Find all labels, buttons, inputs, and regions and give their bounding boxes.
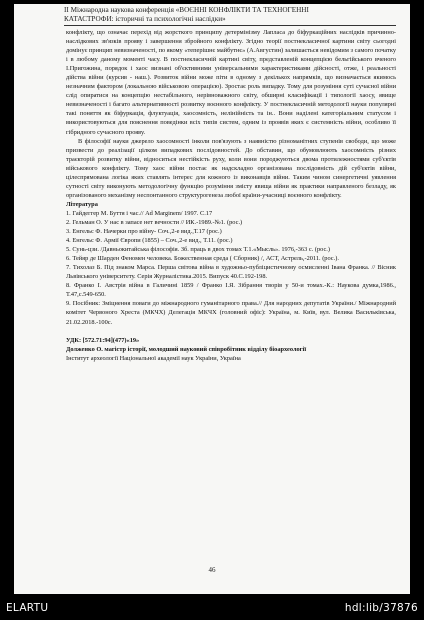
reference-item: 3. Енгельс Ф. Начерки про війну- Соч.,2-е вид.,Т.17 (рос.) [66, 228, 222, 236]
running-header [64, 6, 396, 24]
header-line-1: ІІ Міжнародна наукова конференція «ВОЄННІ КОНФЛІКТИ ТА ТЕХНОГЕННІ [64, 6, 309, 14]
reference-item: 2. Гельман О. У нас в запасе нет вечности // ИК.-1989.-№1. (рос.) [66, 218, 243, 226]
section-spacer [66, 327, 396, 336]
repository-name: ELARTU [6, 602, 49, 614]
reference-item: 9. Посібник: Зміцнення поваги до міжнародного гуманітарного права.// Для народних депутатів України./ Міжнародний комітет Червоного Хреста (МКЧХ) Делегація МКЧХ (головний офіс): Україна, м. Київ, вул. Велика Васильківська, 21.02.2018.-100с. [66, 300, 396, 326]
reference-item: 8. Франко І. Австрія війна в Галичині 1859 / Франко І.Я. Зібрання творів у 50-и томах.-К.: Наукова думка,1986., Т.47,с.549-650. [66, 282, 396, 299]
reference-item: 6. Тейяр де Шарден Феномен человека. Божественная среда ( Сборник) /, АСТ, Астрель,-2011. (рос.). [66, 255, 339, 263]
paragraph-1: конфлікту, що означає перехід від жорсткого принципу детермінізму Лапласа до біфуркаційних наслідків причинно-наслідкових зв'язків прояву і завершення збройного конфлікту. Згідно теорії постнекласичної картини світу сьогодні домінує принцип невизначеності, по якому «теперішнє майбутнє» (А.Августин) залишається невідомим з самого початку і в любому даному моменті часу. В постнекласичній картині світу, представленій концепцією бельгійського вченого І.Пригожина, порядок і хаос визнані об'єктивними універсальними характеристиками дійсності, отже, і реальності дійства війни (курсив - наш.). Розвиток війни може піти в одному з декількох напрямків, що визначається якимось незначним фактором (локальною військовою операцією). Зростає роль випадку. Тому для розуміння суті сучасної війни слід опиратися на концепцію нестабільного, нерівноважного світу, обширні класифікації і типології хаосу, явище невизначеності і багато альтернативності розвитку воєнного конфлікту. У постнекласичній методології науки популярні такі поняття як біфуркація, флуктуація, хаосомність, нелінійність та ін.. Вони наділені категоріальним статусом і використовуються для пояснення поведінки всіх типів систем, одним із проявів яких є системність війни, особливо її гібридного сучасного прояву. [66, 29, 396, 136]
paragraph-2: В філософії науки джерело хаосомності інколи пов'язують з наявністю різноманітних ступенів свободи, що може призвести до реалізації цілком випадкових послідовностей. До обставин, що обумовлюють хаосомність різних траєкторій розвитку війни, відноситься нестійкість руху, коли вони породжуються двома протилежностями суб'єктів військового конфлікту. Тому хаос війни постає як надскладно організована послідовність дій суб'єктів війни, цілеспрямована логіка яких ставлять інтерес для кожного із виконавців війни. Таким чином синергетичні уявлення сутності світу виконують методологічну функцію розуміння змісту явища війни як практики направленого безладу, як організованого механізму неспонтанного структурогенеза любої країни-учасниці воєнного конфлікту. [66, 137, 396, 199]
reference-item: 5. Сунь-цзи. /Давньокитайська філософія. Зб. праць в двох томах Т.1.«Мысль». 1976,-363 с. (рос.) [66, 246, 330, 254]
affiliation-line: Інститут археології Національної академії наук України, Україна [66, 354, 241, 362]
handle-id: hdl:lib/37876 [344, 602, 418, 614]
page-content [66, 28, 396, 363]
page-number: 46 [208, 566, 216, 574]
reference-item: 4. Енгельс Ф. Армії Європи (1855) – Соч.,2-е вид., Т.11. (рос.) [66, 237, 233, 245]
header-divider [64, 25, 396, 26]
literature-heading: Література [66, 200, 98, 208]
reference-item: 7. Тихолаз Б. Під знаком Марса. Перша світова війна в художньо-публіцистичному осмисленні Івана Франка. // Вісник Львівського університету. Серія Журналістика.2015. Випуск 40.С.192-198. [66, 264, 396, 281]
udk-code: УДК: [572.71:94](477)«19» [66, 336, 140, 344]
reference-list [66, 209, 396, 327]
author-line: Долженко О. магістр історії, молодший науковий співробітник відділу біоархеології [66, 345, 307, 353]
reference-item: 1. Гайдеггер М. Буття і час.// Ad Marginem/ 1997. С.17 [66, 209, 213, 217]
header-line-2: КАТАСТРОФИ: історичні та психологічні наслідки» [64, 15, 226, 23]
document-page [14, 4, 410, 594]
